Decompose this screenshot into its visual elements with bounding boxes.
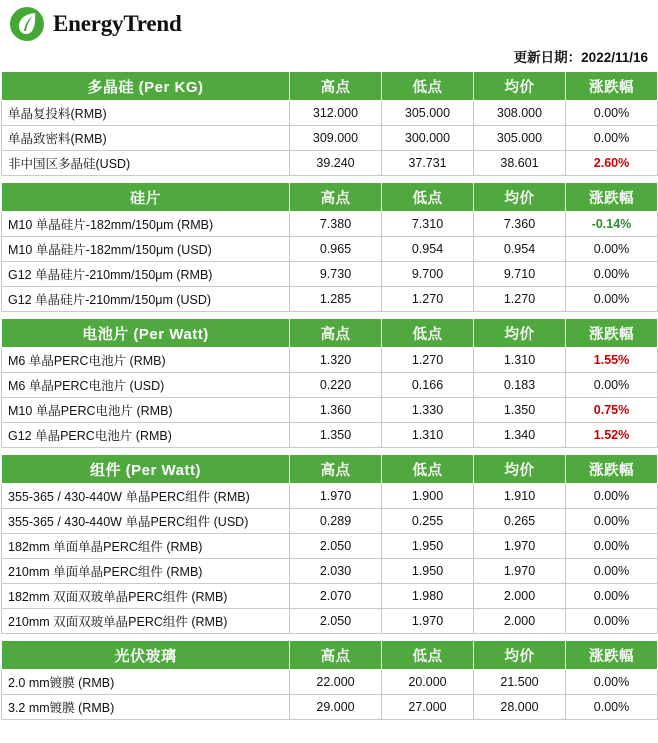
- table-row: [2, 348, 658, 373]
- row-low-price: 0.166: [382, 373, 474, 398]
- table-row: [2, 695, 658, 720]
- row-high-price: 1.360: [290, 398, 382, 423]
- row-change-percent: 0.75%: [566, 398, 658, 423]
- column-header-change: 涨跌幅: [566, 641, 658, 670]
- row-high-price: 7.380: [290, 212, 382, 237]
- row-product-name: 210mm 双面双玻单晶PERC组件 (RMB): [2, 609, 290, 634]
- row-product-name: 2.0 mm镀膜 (RMB): [2, 670, 290, 695]
- row-avg-price: 0.954: [474, 237, 566, 262]
- row-avg-price: 38.601: [474, 151, 566, 176]
- row-product-name: 355-365 / 430-440W 单晶PERC组件 (RMB): [2, 484, 290, 509]
- row-low-price: 1.950: [382, 534, 474, 559]
- row-change-percent: 0.00%: [566, 101, 658, 126]
- row-product-name: 单晶致密料(RMB): [2, 126, 290, 151]
- row-high-price: 1.350: [290, 423, 382, 448]
- section-header-row: [2, 319, 658, 348]
- row-low-price: 37.731: [382, 151, 474, 176]
- row-change-percent: 2.60%: [566, 151, 658, 176]
- row-change-percent: 0.00%: [566, 559, 658, 584]
- column-header-change: 涨跌幅: [566, 183, 658, 212]
- row-change-percent: 1.52%: [566, 423, 658, 448]
- row-high-price: 0.220: [290, 373, 382, 398]
- page-header: [0, 0, 658, 46]
- row-change-percent: 0.00%: [566, 287, 658, 312]
- column-header-low: 低点: [382, 183, 474, 212]
- row-low-price: 0.954: [382, 237, 474, 262]
- row-high-price: 2.030: [290, 559, 382, 584]
- table-row: [2, 484, 658, 509]
- row-product-name: M10 单晶硅片-182mm/150μm (USD): [2, 237, 290, 262]
- row-high-price: 29.000: [290, 695, 382, 720]
- row-high-price: 1.970: [290, 484, 382, 509]
- row-product-name: 182mm 双面双玻单晶PERC组件 (RMB): [2, 584, 290, 609]
- row-change-percent: -0.14%: [566, 212, 658, 237]
- table-row: [2, 559, 658, 584]
- column-header-high: 高点: [290, 641, 382, 670]
- row-product-name: G12 单晶硅片-210mm/150μm (RMB): [2, 262, 290, 287]
- row-avg-price: 21.500: [474, 670, 566, 695]
- row-high-price: 309.000: [290, 126, 382, 151]
- column-header-high: 高点: [290, 319, 382, 348]
- table-row: [2, 151, 658, 176]
- row-avg-price: 28.000: [474, 695, 566, 720]
- column-header-low: 低点: [382, 319, 474, 348]
- row-high-price: 22.000: [290, 670, 382, 695]
- section-header-row: [2, 641, 658, 670]
- section-title: 光伏玻璃: [2, 641, 290, 670]
- column-header-high: 高点: [290, 455, 382, 484]
- column-header-high: 高点: [290, 183, 382, 212]
- row-product-name: 210mm 单面单晶PERC组件 (RMB): [2, 559, 290, 584]
- section-header-row: [2, 183, 658, 212]
- column-header-change: 涨跌幅: [566, 72, 658, 101]
- row-avg-price: 9.710: [474, 262, 566, 287]
- column-header-high: 高点: [290, 72, 382, 101]
- row-product-name: G12 单晶硅片-210mm/150μm (USD): [2, 287, 290, 312]
- table-row: [2, 670, 658, 695]
- row-avg-price: 2.000: [474, 609, 566, 634]
- row-high-price: 0.289: [290, 509, 382, 534]
- row-change-percent: 0.00%: [566, 609, 658, 634]
- row-change-percent: 0.00%: [566, 373, 658, 398]
- row-low-price: 300.000: [382, 126, 474, 151]
- update-date: 更新日期：2022/11/16: [513, 50, 648, 65]
- column-header-avg: 均价: [474, 455, 566, 484]
- row-low-price: 1.900: [382, 484, 474, 509]
- spacer-cell: [2, 176, 658, 183]
- row-low-price: 1.270: [382, 348, 474, 373]
- row-avg-price: 0.183: [474, 373, 566, 398]
- row-product-name: M10 单晶硅片-182mm/150μm (RMB): [2, 212, 290, 237]
- column-header-avg: 均价: [474, 641, 566, 670]
- table-row: [2, 101, 658, 126]
- row-high-price: 2.050: [290, 609, 382, 634]
- row-low-price: 1.310: [382, 423, 474, 448]
- spacer-cell: [2, 634, 658, 641]
- row-low-price: 1.950: [382, 559, 474, 584]
- table-row: [2, 212, 658, 237]
- row-change-percent: 0.00%: [566, 584, 658, 609]
- column-header-change: 涨跌幅: [566, 319, 658, 348]
- table-row: [2, 609, 658, 634]
- section-spacer: [2, 176, 658, 183]
- row-change-percent: 0.00%: [566, 237, 658, 262]
- section-title: 硅片: [2, 183, 290, 212]
- row-avg-price: 1.350: [474, 398, 566, 423]
- price-table: [1, 71, 658, 720]
- row-change-percent: 0.00%: [566, 695, 658, 720]
- column-header-avg: 均价: [474, 183, 566, 212]
- leaf-circle-icon: [10, 7, 44, 41]
- table-row: [2, 126, 658, 151]
- row-low-price: 305.000: [382, 101, 474, 126]
- section-header-row: [2, 72, 658, 101]
- row-change-percent: 1.55%: [566, 348, 658, 373]
- row-change-percent: 0.00%: [566, 509, 658, 534]
- row-low-price: 0.255: [382, 509, 474, 534]
- row-avg-price: 1.970: [474, 559, 566, 584]
- row-product-name: M6 单晶PERC电池片 (RMB): [2, 348, 290, 373]
- row-product-name: 3.2 mm镀膜 (RMB): [2, 695, 290, 720]
- section-spacer: [2, 448, 658, 455]
- table-row: [2, 373, 658, 398]
- column-header-avg: 均价: [474, 72, 566, 101]
- section-title: 电池片 (Per Watt): [2, 319, 290, 348]
- row-low-price: 27.000: [382, 695, 474, 720]
- row-avg-price: 308.000: [474, 101, 566, 126]
- row-product-name: 非中国区多晶硅(USD): [2, 151, 290, 176]
- column-header-low: 低点: [382, 455, 474, 484]
- row-avg-price: 1.270: [474, 287, 566, 312]
- row-high-price: 1.320: [290, 348, 382, 373]
- table-row: [2, 509, 658, 534]
- row-change-percent: 0.00%: [566, 670, 658, 695]
- column-header-low: 低点: [382, 641, 474, 670]
- section-header-row: [2, 455, 658, 484]
- row-low-price: 1.270: [382, 287, 474, 312]
- row-product-name: 单晶复投料(RMB): [2, 101, 290, 126]
- section-spacer: [2, 634, 658, 641]
- section-title: 组件 (Per Watt): [2, 455, 290, 484]
- row-high-price: 2.070: [290, 584, 382, 609]
- row-change-percent: 0.00%: [566, 262, 658, 287]
- row-avg-price: 1.340: [474, 423, 566, 448]
- row-low-price: 1.330: [382, 398, 474, 423]
- row-high-price: 39.240: [290, 151, 382, 176]
- row-avg-price: 1.310: [474, 348, 566, 373]
- row-low-price: 1.970: [382, 609, 474, 634]
- row-low-price: 9.700: [382, 262, 474, 287]
- row-product-name: G12 单晶PERC电池片 (RMB): [2, 423, 290, 448]
- table-row: [2, 287, 658, 312]
- section-spacer: [2, 312, 658, 319]
- spacer-cell: [2, 312, 658, 319]
- row-avg-price: 1.910: [474, 484, 566, 509]
- row-avg-price: 2.000: [474, 584, 566, 609]
- row-avg-price: 7.360: [474, 212, 566, 237]
- column-header-avg: 均价: [474, 319, 566, 348]
- row-low-price: 1.980: [382, 584, 474, 609]
- column-header-low: 低点: [382, 72, 474, 101]
- row-avg-price: 1.970: [474, 534, 566, 559]
- row-change-percent: 0.00%: [566, 534, 658, 559]
- row-low-price: 7.310: [382, 212, 474, 237]
- table-row: [2, 398, 658, 423]
- row-avg-price: 0.265: [474, 509, 566, 534]
- spacer-cell: [2, 448, 658, 455]
- row-high-price: 2.050: [290, 534, 382, 559]
- row-avg-price: 305.000: [474, 126, 566, 151]
- table-row: [2, 534, 658, 559]
- row-high-price: 312.000: [290, 101, 382, 126]
- row-high-price: 9.730: [290, 262, 382, 287]
- table-row: [2, 584, 658, 609]
- row-low-price: 20.000: [382, 670, 474, 695]
- brand-name: EnergyTrend: [53, 11, 182, 36]
- section-title: 多晶硅 (Per KG): [2, 72, 290, 101]
- row-high-price: 0.965: [290, 237, 382, 262]
- row-change-percent: 0.00%: [566, 484, 658, 509]
- row-change-percent: 0.00%: [566, 126, 658, 151]
- row-product-name: 355-365 / 430-440W 单晶PERC组件 (USD): [2, 509, 290, 534]
- table-row: [2, 423, 658, 448]
- row-product-name: M6 单晶PERC电池片 (USD): [2, 373, 290, 398]
- row-product-name: 182mm 单面单晶PERC组件 (RMB): [2, 534, 290, 559]
- table-row: [2, 237, 658, 262]
- column-header-change: 涨跌幅: [566, 455, 658, 484]
- row-high-price: 1.285: [290, 287, 382, 312]
- table-row: [2, 262, 658, 287]
- row-product-name: M10 单晶PERC电池片 (RMB): [2, 398, 290, 423]
